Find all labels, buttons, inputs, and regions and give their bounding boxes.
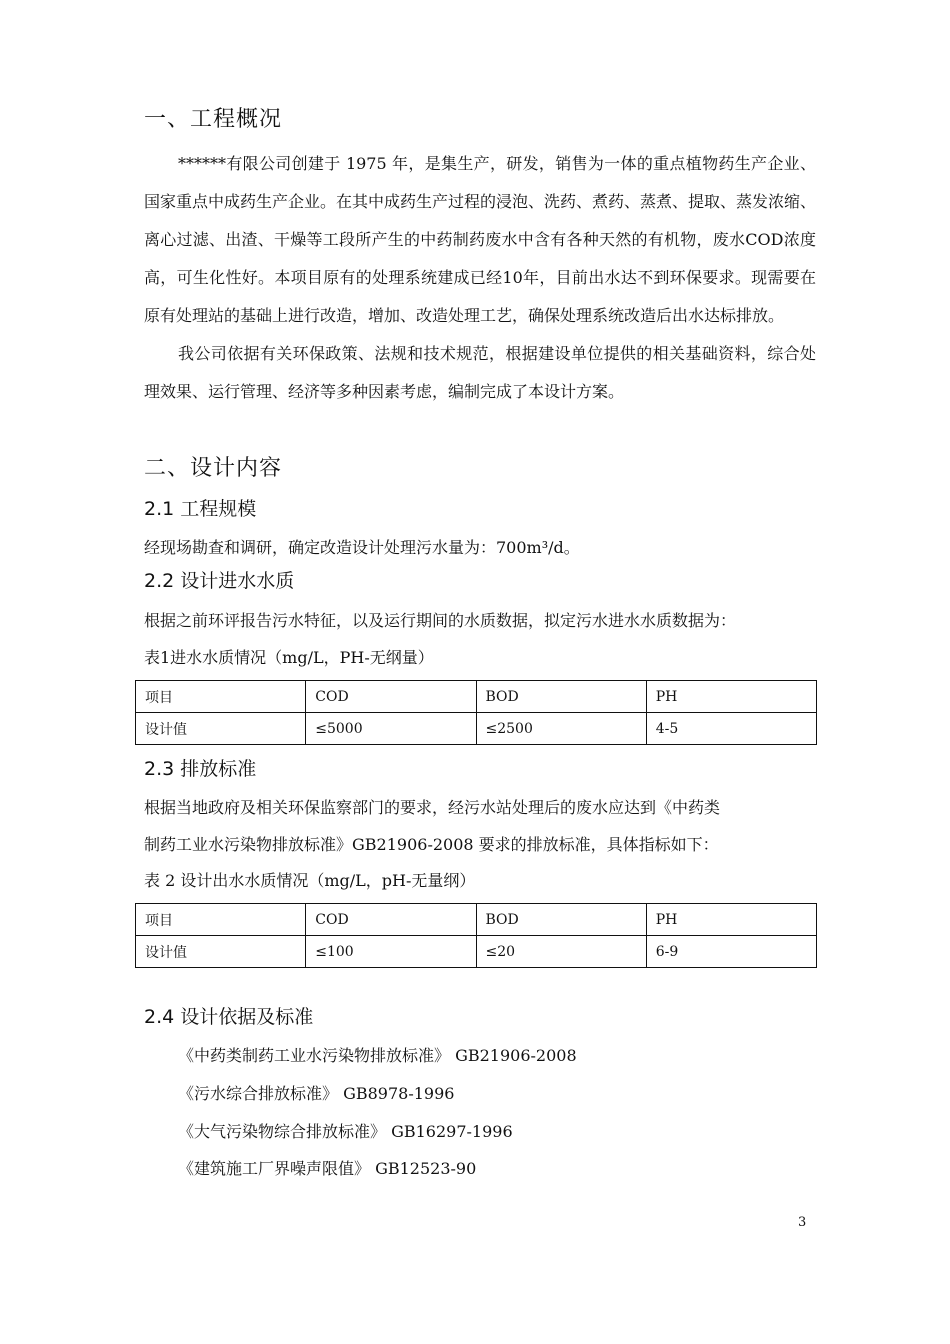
subsection-2-1-text: 经现场勘查和调研，确定改造设计处理污水量为：700m³/d。 — [144, 538, 580, 557]
table-1-caption: 表1进水水质情况（mg/L，PH-无纲量） — [144, 648, 434, 667]
subsection-2-3-text-line-1: 根据当地政府及相关环保监察部门的要求，经污水站处理后的废水应达到《中药类 — [144, 798, 721, 817]
table-cell: 6-9 — [646, 936, 816, 968]
table-cell: 项目 — [136, 904, 306, 936]
subsection-2-1-heading: 2.1 工程规模 — [144, 498, 257, 520]
table-cell: PH — [646, 904, 816, 936]
table-cell: ≤100 — [306, 936, 476, 968]
table-2-outlet-quality — [135, 903, 817, 968]
reference-standard-4: 《建筑施工厂界噪声限值》 GB12523-90 — [178, 1159, 477, 1178]
reference-standard-3: 《大气污染物综合排放标准》 GB16297-1996 — [178, 1122, 513, 1141]
section-1-heading: 一、工程概况 — [144, 107, 283, 132]
table-1-inlet-quality — [135, 680, 817, 745]
subsection-2-4-heading: 2.4 设计依据及标准 — [144, 1006, 314, 1028]
table-row — [136, 681, 817, 713]
section-2-heading: 二、设计内容 — [144, 456, 283, 481]
table-cell: BOD — [476, 904, 646, 936]
table-cell: ≤2500 — [476, 713, 646, 745]
table-cell: PH — [646, 681, 816, 713]
reference-standard-1: 《中药类制药工业水污染物排放标准》 GB21906-2008 — [178, 1046, 577, 1065]
subsection-2-2-heading: 2.2 设计进水水质 — [144, 570, 295, 592]
section-1-paragraph-2: 我公司依据有关环保政策、法规和技术规范，根据建设单位提供的相关基础资料，综合处理效果、运行管理、经济等多种因素考虑，编制完成了本设计方案。 — [144, 344, 816, 401]
table-cell: COD — [306, 681, 476, 713]
subsection-2-3-text-line-2: 制药工业水污染物排放标准》GB21906-2008 要求的排放标准，具体指标如下： — [144, 835, 719, 854]
table-cell: BOD — [476, 681, 646, 713]
table-row — [136, 713, 817, 745]
table-cell: 设计值 — [136, 936, 306, 968]
table-cell: ≤20 — [476, 936, 646, 968]
subsection-2-3-heading: 2.3 排放标准 — [144, 758, 257, 780]
table-row — [136, 936, 817, 968]
table-cell: 项目 — [136, 681, 306, 713]
table-cell: COD — [306, 904, 476, 936]
table-cell: 设计值 — [136, 713, 306, 745]
section-1-paragraph-1: ******有限公司创建于 1975 年，是集生产，研发，销售为一体的重点植物药生产企业、国家重点中成药生产企业。在其中成药生产过程的浸泡、洗药、煮药、蒸煮、提取、蒸发浓缩、离心过滤、出渣、干燥等工段所产生的中药制药废水中含有各种天然的有机物，废水COD浓度高，可生化性好。本项目原有的处理系统建成已经10年，目前出水达不到环保要求。现需要在原有处理站的基础上进行改造，增加、改造处理工艺，确保处理系统改造后出水达标排放。 — [144, 154, 817, 325]
subsection-2-2-text: 根据之前环评报告污水特征，以及运行期间的水质数据，拟定污水进水水质数据为： — [144, 611, 737, 630]
table-cell: 4-5 — [646, 713, 816, 745]
table-row — [136, 904, 817, 936]
page-number: 3 — [798, 1215, 807, 1230]
table-2-caption: 表 2 设计出水水质情况（mg/L，pH-无量纲） — [144, 871, 476, 890]
reference-standard-2: 《污水综合排放标准》 GB8978-1996 — [178, 1084, 455, 1103]
table-cell: ≤5000 — [306, 713, 476, 745]
section-1-body — [144, 145, 816, 411]
